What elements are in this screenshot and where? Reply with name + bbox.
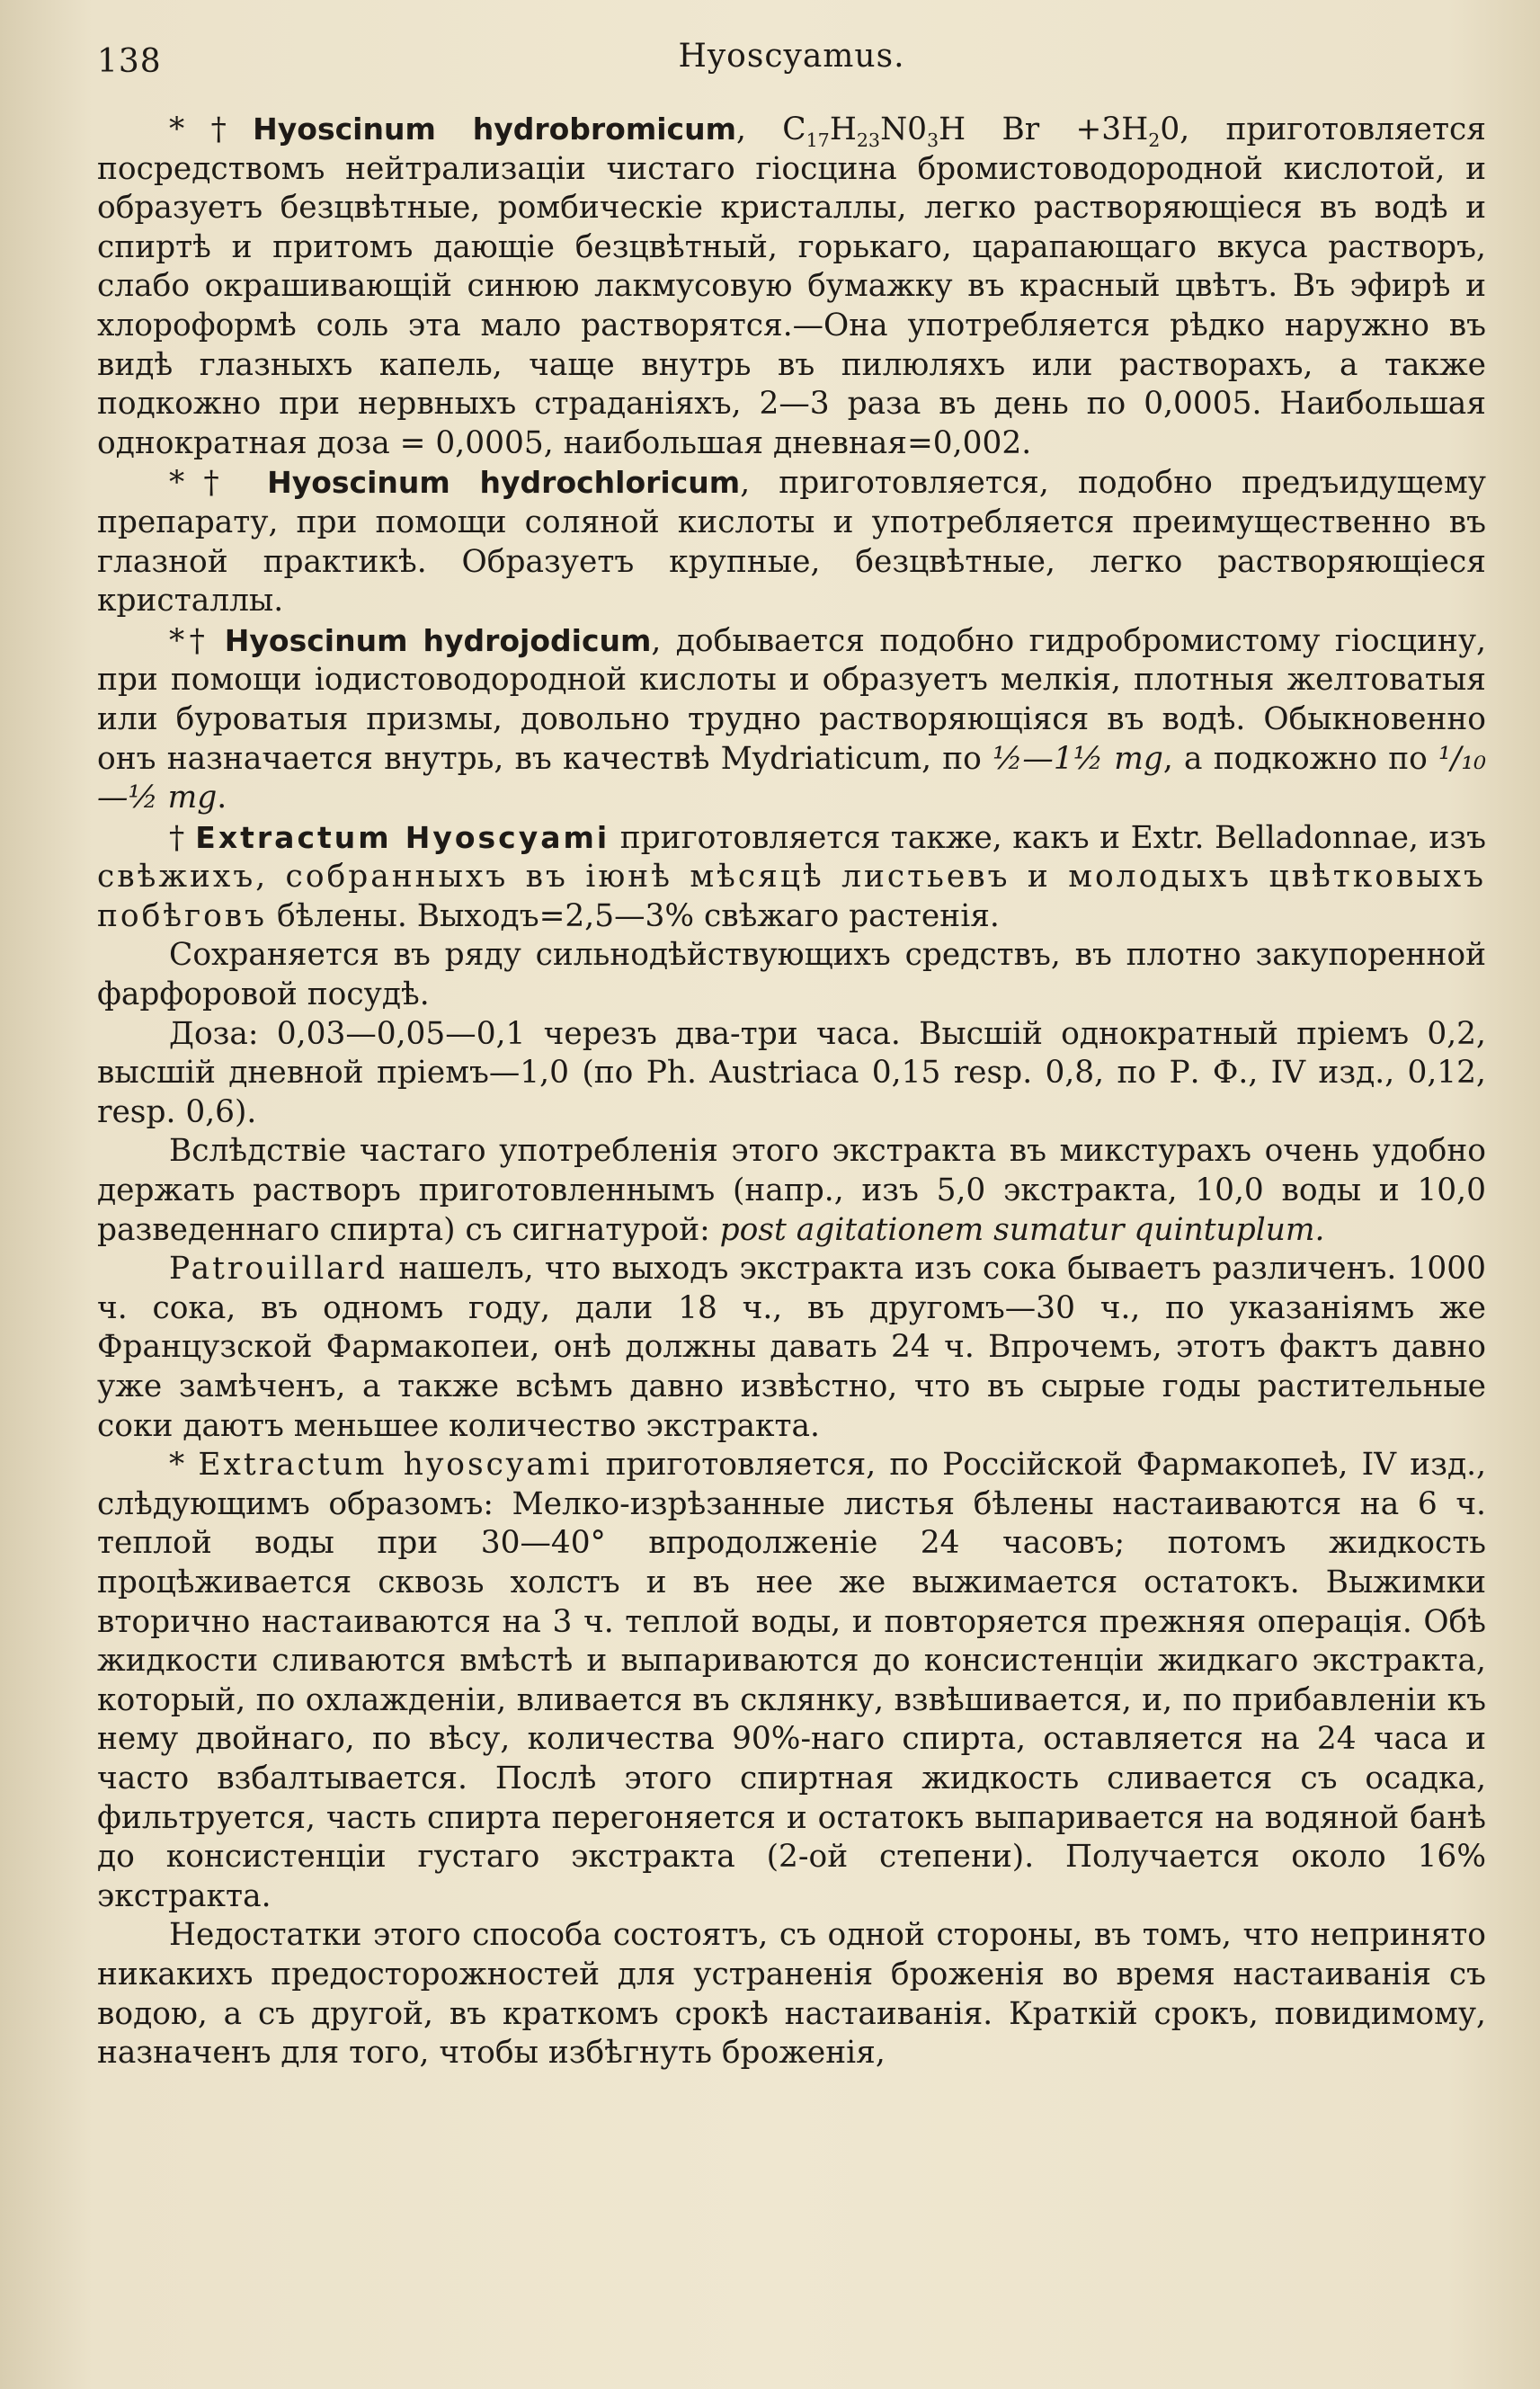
entry-term: Hyoscinum hydrojodicum: [224, 622, 652, 658]
paragraph-dose: [97, 1015, 1486, 1133]
paragraph-text: Сохраняется въ ряду сильнодѣйствующихъ средствъ, въ плотно закупоренной фарфоровой посудѣ.: [97, 937, 1486, 1013]
paragraph-text: Недостатки этого способа состоятъ, съ одной стороны, въ томъ, что непринято никакихъ предосторожностей для устраненія броженія во время настаиванія съ водою, а съ другой, въ краткомъ срокѣ настаиванія. Краткій срокъ, повидимому, назначенъ для того, чтобы избѣгнуть броженія,: [97, 1917, 1486, 2072]
paragraph-storage: [97, 936, 1486, 1014]
paragraph-text: бѣлены. Выходъ=2,5—3% свѣжаго растенія.: [267, 897, 1000, 934]
formula-h-subscript: 23: [856, 129, 881, 151]
paragraph-hyoscinum-hydrobromicum: [97, 110, 1486, 463]
paragraph-hyoscinum-hydrochloricum: [97, 463, 1486, 620]
paragraph-mixture: [97, 1132, 1486, 1250]
author-name: Patrouillard: [169, 1251, 388, 1288]
paragraph-text: .: [217, 780, 227, 816]
dose-subcutaneous: ¹/₁₀—½ mg: [97, 740, 1486, 816]
entry-marker: *†: [169, 465, 268, 502]
dose-internal: ½—1½ mg: [993, 740, 1163, 777]
page-number: 138: [97, 43, 162, 80]
paragraph-text: нашелъ, что выходъ экстракта изъ сока бываетъ различенъ. 1000 ч. сока, въ одномъ году, дали 18 ч., въ другомъ—30 ч., по указаніямъ же Французской Фармакопеи, онѣ должны давать 24 ч. Впрочемъ, этотъ фактъ давно уже замѣченъ, а также всѣмъ давно извѣстно, что въ сырые годы растительные соки даютъ меньшее количество экстракта.: [97, 1251, 1486, 1444]
formula-n: N0: [880, 111, 928, 147]
paragraph-text: Доза: 0,03—0,05—0,1 черезъ два-три часа. Высшій однократный пріемъ 0,2, высшій дневной пріемъ—1,0 (по Ph. Austriaca 0,15 resp. 0,8, по Р. Ф., IV изд., 0,12, resp. 0,6).: [97, 1015, 1486, 1130]
paragraph-text: , добывается подобно гидробромистому гіосцину, при помощи іодистоводородной кислоты и образуетъ мелкія, плотныя желтоватыя или буроватыя призмы, довольно трудно растворяющіяся въ водѣ. Обыкновенно онъ назначается внутрь, въ качествѣ Mydriaticum, по: [97, 622, 1487, 777]
spaced-emphasis: свѣжихъ, собранныхъ въ іюнѣ мѣсяцѣ листьевъ и молодыхъ цвѣтковыхъ побѣговъ: [97, 859, 1486, 934]
entry-term: Extractum hyoscyami: [198, 1447, 592, 1484]
page-body: [97, 110, 1486, 2073]
paragraph-russian-pharmacopoeia: [97, 1446, 1486, 1916]
signature-latin: post agitationem sumatur quintuplum.: [719, 1211, 1325, 1248]
paragraph-text: приготовляется также, какъ и Extr. Belladonnae, изъ: [610, 819, 1486, 856]
formula-o: 0: [1160, 111, 1180, 147]
paragraph-text: приготовляется, по Россійской Фармакопеѣ, IV изд., слѣдующимъ образомъ: Мелко-изрѣзанные листья бѣлены настаиваются на 6 ч. теплой воды при 30—40° впродолженіе 24 часовъ; потомъ жидкость процѣживается сквозь холстъ и въ нее же выжимается остатокъ. Выжимки вторично настаиваются на 3 ч. теплой воды, и повторяется прежняя операція. Обѣ жидкости сливаются вмѣстѣ и выпариваются до консистенціи жидкаго экстракта, который, по охлажденіи, вливается въ склянку, взвѣшивается, и, по прибавленіи къ нему двойнаго, по вѣсу, количества 90%-наго спирта, оставляется на 24 часа и часто взбалтывается. Послѣ этого спиртная жидкость сливается съ осадка, фильтруется, часть спирта перегоняется и остатокъ выпаривается на водяной банѣ до консистенціи густаго экстракта (2-ой степени). Получается около 16% экстракта.: [97, 1447, 1487, 1914]
formula-rest: H Br +3H: [939, 111, 1149, 147]
paragraph-extractum-hyoscyami: [97, 818, 1486, 937]
entry-term: Hyoscinum hydrobromicum: [253, 111, 736, 147]
paragraph-patrouillard: [97, 1250, 1486, 1446]
entry-marker: *†: [169, 111, 254, 147]
paragraph-text: , приготовляется, подобно предъидущему препарату, при помощи соляной кислоты и употребляется преимущественно въ глазной практикѣ. Образуетъ крупные, безцвѣтные, легко растворяющіеся кристаллы.: [97, 465, 1486, 620]
formula-c: , C: [736, 111, 806, 147]
entry-marker: *†: [169, 622, 225, 659]
page-header: [97, 27, 1486, 90]
entry-term: Hyoscinum hydrochloricum: [267, 465, 741, 501]
paragraph-hyoscinum-hydrojodicum: [97, 621, 1486, 818]
entry-term: Extractum Hyoscyami: [195, 819, 610, 855]
entry-marker: †: [169, 819, 196, 856]
entry-marker: *: [169, 1447, 199, 1484]
paragraph-text: Вслѣдствіе частаго употребленія этого экстракта въ микстурахъ очень удобно держать растворъ приготовленнымъ (напр., изъ 5,0 экстракта, 10,0 воды и 10,0 разведеннаго спирта) съ сигнатурой:: [97, 1133, 1486, 1248]
formula-c-subscript: 17: [806, 129, 830, 151]
formula-h: H: [829, 111, 857, 147]
paragraph-text: , приготовляется посредствомъ нейтрализаціи чистаго гіосцина бромистоводородной кислотой, и образуетъ безцвѣтные, ромбическіе кристаллы, легко растворяющіеся въ водѣ и спиртѣ и притомъ дающіе безцвѣтный, горькаго, царапающаго вкуса растворъ, слабо окрашивающій синюю лакмусовую бумажку въ красный цвѣтъ. Въ эфирѣ и хлороформѣ соль эта мало растворятся.—Она употребляется рѣдко наружно въ видѣ глазныхъ капель, чаще внутрь въ пилюляхъ или растворахъ, а также подкожно при нервныхъ страданіяхъ, 2—3 раза въ день по 0,0005. Наибольшая однократная доза = 0,0005, наибольшая дневная=0,002.: [97, 111, 1486, 461]
paragraph-text: , а подкожно по: [1162, 740, 1439, 777]
paragraph-shortcomings: [97, 1916, 1486, 2073]
running-head: Hyoscyamus.: [678, 38, 905, 75]
formula-n-subscript: 3: [927, 129, 939, 151]
formula-water-subscript: 2: [1148, 129, 1161, 151]
